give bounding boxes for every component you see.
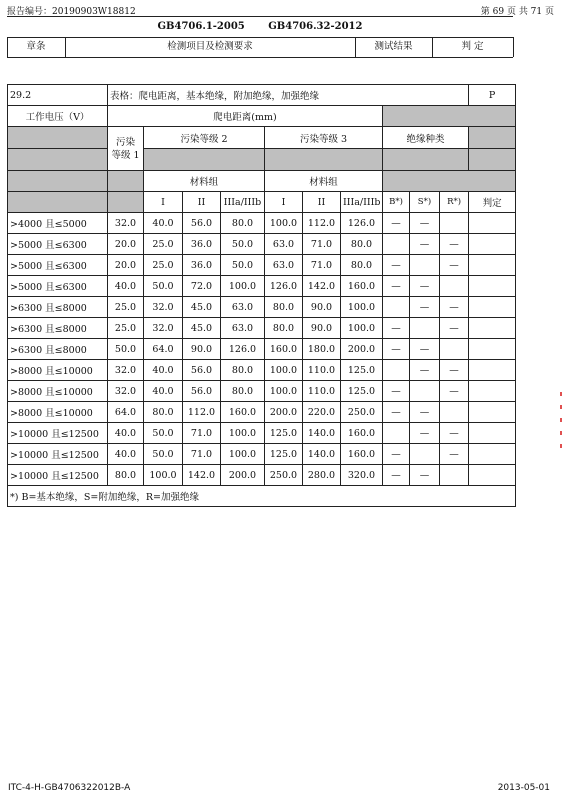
table-row (8, 423, 516, 444)
pd2-group-II: 72.0 (183, 276, 221, 297)
pd2-group-III: 160.0 (221, 402, 265, 423)
supplementary-insulation-header: S*) (410, 192, 440, 213)
pd1-value: 50.0 (108, 339, 144, 360)
pd3-group-II: 112.0 (303, 213, 341, 234)
pd3-group-I: 63.0 (265, 255, 303, 276)
voltage-range: >4000 且≤5000 (8, 213, 108, 234)
supplementary-cell: — (410, 402, 440, 423)
pd1-value: 40.0 (108, 423, 144, 444)
title-block (7, 16, 515, 58)
table-description: 表格：爬电距离，基本绝缘，附加绝缘，加强绝缘 (108, 85, 469, 106)
gray-cell (108, 192, 144, 213)
reinforced-cell: — (440, 318, 469, 339)
pd3-group-I: 126.0 (265, 276, 303, 297)
column-header-row (7, 37, 513, 58)
supplementary-cell: — (410, 276, 440, 297)
supplementary-cell (410, 444, 440, 465)
basic-cell (383, 234, 410, 255)
supplementary-cell: — (410, 213, 440, 234)
material-III-header: IIIa/IIIb (341, 192, 383, 213)
pd2-group-I: 40.0 (144, 381, 183, 402)
table-row (8, 276, 516, 297)
reinforced-cell: — (440, 444, 469, 465)
judgement-cell (469, 213, 516, 234)
supplementary-cell: — (410, 423, 440, 444)
judgement-cell (469, 423, 516, 444)
judgement-cell (469, 234, 516, 255)
gray-cell (8, 149, 108, 171)
pd3-group-I: 80.0 (265, 318, 303, 339)
gray-cell (383, 171, 516, 192)
pd1-value: 40.0 (108, 444, 144, 465)
reinforced-cell (440, 402, 469, 423)
reinforced-cell: — (440, 423, 469, 444)
pd1-value: 32.0 (108, 360, 144, 381)
pd3-group-I: 125.0 (265, 444, 303, 465)
col-requirement: 检测项目及检测要求 (167, 41, 253, 52)
clause-number: 29.2 (8, 85, 108, 106)
pd2-group-III: 100.0 (221, 423, 265, 444)
form-date: 2013-05-01 (497, 783, 550, 793)
reinforced-cell: — (440, 381, 469, 402)
gray-cell (8, 171, 108, 192)
pd3-group-I: 125.0 (265, 423, 303, 444)
gray-cell (8, 127, 108, 149)
material-II-header: II (303, 192, 341, 213)
insulation-type-header: 绝缘种类 (383, 127, 469, 149)
pd2-group-I: 40.0 (144, 360, 183, 381)
judgement-cell (469, 255, 516, 276)
pd1-value: 64.0 (108, 402, 144, 423)
pd3-group-II: 71.0 (303, 255, 341, 276)
pd3-group-II: 71.0 (303, 234, 341, 255)
reinforced-cell: — (440, 297, 469, 318)
basic-cell: — (383, 276, 410, 297)
pd2-group-I: 50.0 (144, 423, 183, 444)
pd3-group-II: 142.0 (303, 276, 341, 297)
pd2-group-III: 50.0 (221, 234, 265, 255)
judgement-cell (469, 360, 516, 381)
reinforced-cell (440, 276, 469, 297)
col-clause: 章条 (26, 41, 46, 52)
pd3-group-I: 100.0 (265, 381, 303, 402)
supplementary-cell (410, 255, 440, 276)
pd3-group-I: 100.0 (265, 360, 303, 381)
voltage-range: >8000 且≤10000 (8, 381, 108, 402)
pd3-group-III: 250.0 (341, 402, 383, 423)
gray-cell (383, 149, 469, 171)
table-row (8, 444, 516, 465)
basic-cell: — (383, 213, 410, 234)
gray-cell (469, 149, 516, 171)
pd1-value: 80.0 (108, 465, 144, 486)
judgement-cell (469, 402, 516, 423)
reinforced-cell: — (440, 360, 469, 381)
pollution-degree-2-header: 污染等级 2 (144, 127, 265, 149)
judgement-cell (469, 381, 516, 402)
footnote: *) B=基本绝缘，S=附加绝缘，R=加强绝缘 (8, 486, 516, 507)
pd2-group-I: 25.0 (144, 234, 183, 255)
pd2-group-III: 50.0 (221, 255, 265, 276)
clause-verdict: P (469, 85, 516, 106)
pd3-group-I: 160.0 (265, 339, 303, 360)
pd3-group-I: 100.0 (265, 213, 303, 234)
pd3-group-III: 80.0 (341, 255, 383, 276)
creepage-header: 爬电距离(mm) (108, 106, 383, 127)
pd1-value: 25.0 (108, 318, 144, 339)
supplementary-cell: — (410, 465, 440, 486)
supplementary-cell: — (410, 297, 440, 318)
pd2-group-II: 142.0 (183, 465, 221, 486)
basic-cell: — (383, 444, 410, 465)
gray-cell (383, 106, 516, 127)
supplementary-cell: — (410, 339, 440, 360)
pd2-group-III: 63.0 (221, 318, 265, 339)
pd2-group-I: 64.0 (144, 339, 183, 360)
judgement-header: 判定 (469, 192, 516, 213)
pd2-group-III: 200.0 (221, 465, 265, 486)
pd2-group-II: 45.0 (183, 318, 221, 339)
pd3-group-III: 125.0 (341, 360, 383, 381)
voltage-range: >5000 且≤6300 (8, 255, 108, 276)
basic-cell: — (383, 318, 410, 339)
pd2-group-III: 80.0 (221, 360, 265, 381)
pd2-group-II: 45.0 (183, 297, 221, 318)
judgement-cell (469, 465, 516, 486)
basic-cell (383, 360, 410, 381)
pollution-degree-1-header (108, 127, 144, 171)
supplementary-cell: — (410, 234, 440, 255)
pd2-group-I: 50.0 (144, 276, 183, 297)
pd3-group-II: 90.0 (303, 297, 341, 318)
pd2-group-I: 25.0 (144, 255, 183, 276)
report-number: 报告编号：20190903W18812 (7, 7, 136, 17)
voltage-range: >10000 且≤12500 (8, 444, 108, 465)
pd3-group-I: 250.0 (265, 465, 303, 486)
pd3-group-III: 200.0 (341, 339, 383, 360)
edge-marks (560, 392, 563, 452)
pd2-group-I: 40.0 (144, 213, 183, 234)
judgement-cell (469, 276, 516, 297)
pd2-group-III: 63.0 (221, 297, 265, 318)
basic-cell: — (383, 255, 410, 276)
supplementary-cell: — (410, 360, 440, 381)
pd3-group-III: 126.0 (341, 213, 383, 234)
pd3-group-II: 280.0 (303, 465, 341, 486)
pd2-group-II: 112.0 (183, 402, 221, 423)
gray-cell (265, 149, 383, 171)
pd3-group-II: 180.0 (303, 339, 341, 360)
table-row (8, 360, 516, 381)
pd3-group-III: 80.0 (341, 234, 383, 255)
pd1-value: 40.0 (108, 276, 144, 297)
creepage-distance-table (7, 84, 516, 507)
pd2-group-III: 100.0 (221, 444, 265, 465)
pd3-group-III: 160.0 (341, 423, 383, 444)
pd3-group-I: 80.0 (265, 297, 303, 318)
pd2-group-II: 71.0 (183, 423, 221, 444)
judgement-cell (469, 444, 516, 465)
supplementary-cell (410, 318, 440, 339)
basic-insulation-header: B*) (383, 192, 410, 213)
table-row (8, 255, 516, 276)
table-row (8, 318, 516, 339)
pd1-value: 25.0 (108, 297, 144, 318)
basic-cell: — (383, 339, 410, 360)
material-I-header: I (265, 192, 303, 213)
pd1-value: 32.0 (108, 381, 144, 402)
voltage-range: >6300 且≤8000 (8, 339, 108, 360)
basic-cell (383, 297, 410, 318)
voltage-range: >10000 且≤12500 (8, 465, 108, 486)
pd2-group-III: 80.0 (221, 213, 265, 234)
gray-cell (8, 192, 108, 213)
standards-row (7, 16, 513, 38)
pd3-group-I: 63.0 (265, 234, 303, 255)
table-row (8, 234, 516, 255)
pd3-group-II: 110.0 (303, 360, 341, 381)
pd3-group-III: 125.0 (341, 381, 383, 402)
pd2-group-II: 56.0 (183, 360, 221, 381)
supplementary-cell (410, 381, 440, 402)
pd3-group-I: 200.0 (265, 402, 303, 423)
pd2-group-II: 56.0 (183, 213, 221, 234)
pd2-group-II: 36.0 (183, 234, 221, 255)
reinforced-cell (440, 339, 469, 360)
reinforced-cell: — (440, 255, 469, 276)
table-row (8, 381, 516, 402)
judgement-cell (469, 339, 516, 360)
voltage-range: >6300 且≤8000 (8, 297, 108, 318)
pd1-line-1: 污染 (115, 136, 135, 148)
pd1-line-2: 等级 1 (111, 149, 140, 161)
col-result: 测试结果 (374, 41, 413, 52)
table-row (8, 339, 516, 360)
material-group-2-header: 材料组 (144, 171, 265, 192)
pollution-degree-3-header: 污染等级 3 (265, 127, 383, 149)
reinforced-insulation-header: R*) (440, 192, 469, 213)
table-row (8, 465, 516, 486)
gray-cell (108, 171, 144, 192)
pd2-group-II: 90.0 (183, 339, 221, 360)
pd2-group-III: 100.0 (221, 276, 265, 297)
pd3-group-II: 140.0 (303, 423, 341, 444)
pd2-group-III: 80.0 (221, 381, 265, 402)
pd2-group-III: 126.0 (221, 339, 265, 360)
reinforced-cell: — (440, 234, 469, 255)
page-info: 第 69 页 共 71 页 (480, 7, 554, 17)
working-voltage-header: 工作电压（V） (8, 106, 108, 127)
pd3-group-II: 140.0 (303, 444, 341, 465)
pd2-group-I: 80.0 (144, 402, 183, 423)
form-number: ITC-4-H-GB4706322012B-A (8, 783, 131, 793)
standard-2: GB4706.32-2012 (268, 21, 363, 32)
pd3-group-III: 100.0 (341, 318, 383, 339)
pd2-group-I: 100.0 (144, 465, 183, 486)
pd3-group-III: 320.0 (341, 465, 383, 486)
pd2-group-II: 56.0 (183, 381, 221, 402)
basic-cell: — (383, 465, 410, 486)
pd1-value: 20.0 (108, 234, 144, 255)
col-verdict: 判 定 (461, 41, 484, 52)
pd2-group-I: 32.0 (144, 297, 183, 318)
pd3-group-III: 160.0 (341, 276, 383, 297)
pd1-value: 32.0 (108, 213, 144, 234)
material-III-header: IIIa/IIIb (221, 192, 265, 213)
pd2-group-II: 71.0 (183, 444, 221, 465)
voltage-range: >5000 且≤6300 (8, 276, 108, 297)
judgement-cell (469, 318, 516, 339)
pd3-group-III: 160.0 (341, 444, 383, 465)
basic-cell: — (383, 381, 410, 402)
pd3-group-II: 110.0 (303, 381, 341, 402)
gray-cell (469, 127, 516, 149)
voltage-range: >6300 且≤8000 (8, 318, 108, 339)
standard-1: GB4706.1-2005 (157, 21, 245, 32)
judgement-cell (469, 297, 516, 318)
voltage-range: >8000 且≤10000 (8, 402, 108, 423)
pd2-group-II: 36.0 (183, 255, 221, 276)
pd2-group-I: 50.0 (144, 444, 183, 465)
voltage-range: >8000 且≤10000 (8, 360, 108, 381)
pd3-group-II: 220.0 (303, 402, 341, 423)
material-group-3-header: 材料组 (265, 171, 383, 192)
pd2-group-I: 32.0 (144, 318, 183, 339)
table-row (8, 297, 516, 318)
basic-cell: — (383, 402, 410, 423)
voltage-range: >5000 且≤6300 (8, 234, 108, 255)
table-row (8, 213, 516, 234)
pd3-group-II: 90.0 (303, 318, 341, 339)
material-II-header: II (183, 192, 221, 213)
table-row (8, 402, 516, 423)
pd3-group-III: 100.0 (341, 297, 383, 318)
material-I-header: I (144, 192, 183, 213)
gray-cell (144, 149, 265, 171)
reinforced-cell (440, 213, 469, 234)
reinforced-cell (440, 465, 469, 486)
basic-cell (383, 423, 410, 444)
voltage-range: >10000 且≤12500 (8, 423, 108, 444)
pd1-value: 20.0 (108, 255, 144, 276)
